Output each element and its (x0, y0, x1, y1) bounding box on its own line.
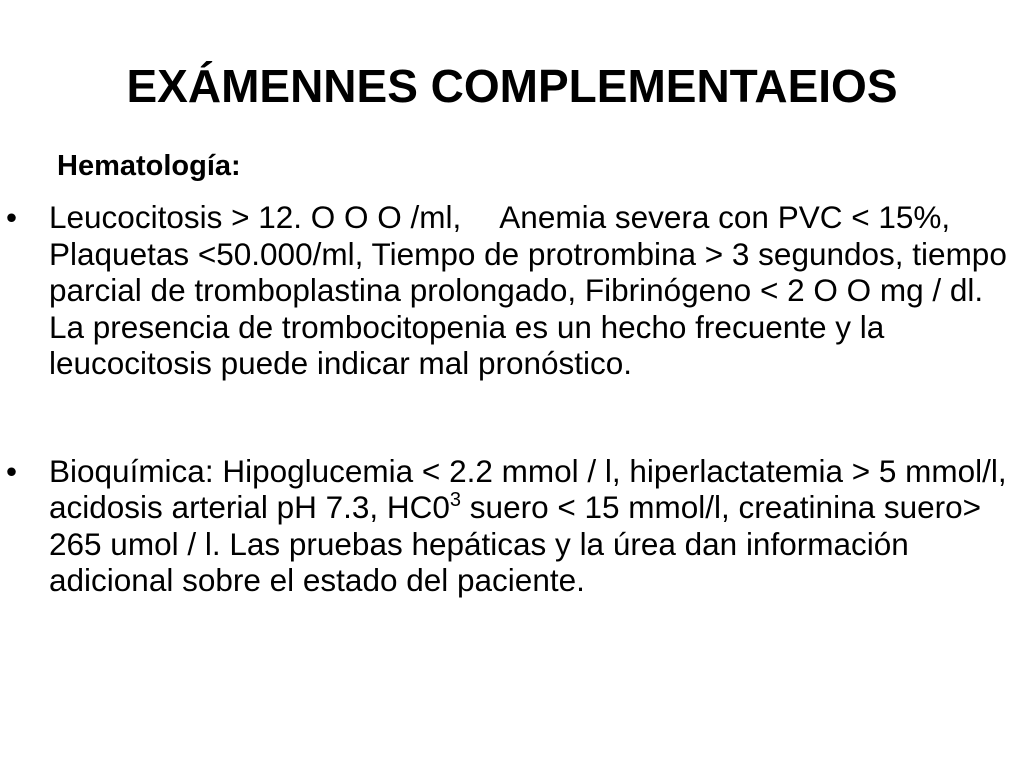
bullet-hematologia-findings (0, 199, 1024, 382)
bullet-icon: • (6, 199, 18, 235)
bullet-text-part: Leucocitosis > 12. O O O /ml, (49, 199, 462, 235)
bullet-text-part: Anemia severa con PVC < 15%, Plaquetas <50.000/ml, Tiempo de protrombina > 3 segundos, tiempo parcial de tromboplastina prolongado, Fibrinógeno < 2 O O mg / dl. La presencia de trombocitopenia es un hecho frecuente y la leucocitosis puede indicar mal pronóstico. (49, 199, 1007, 381)
bullet-bioquimica-findings (0, 453, 1024, 599)
bullet-icon: • (6, 452, 18, 489)
bullet-list (0, 199, 1024, 599)
bullet-text-part: Bioquímica: Hipoglucemia < 2.2 mmol / l, hiperlactatemia > 5 mmol/l, acidosis arterial pH 7.3, HC0 (49, 452, 1007, 525)
slide-title: EXÁMENNES COMPLEMENTAEIOS (126, 60, 898, 112)
superscript: 3 (449, 489, 462, 511)
bullet-text-part: suero < 15 mmol/l, creatinina suero> 265 umol / l. Las pruebas hepáticas y la úrea dan información adicional sobre el estado del paciente. (49, 489, 982, 598)
section-heading-hematologia: Hematología: (57, 150, 241, 182)
